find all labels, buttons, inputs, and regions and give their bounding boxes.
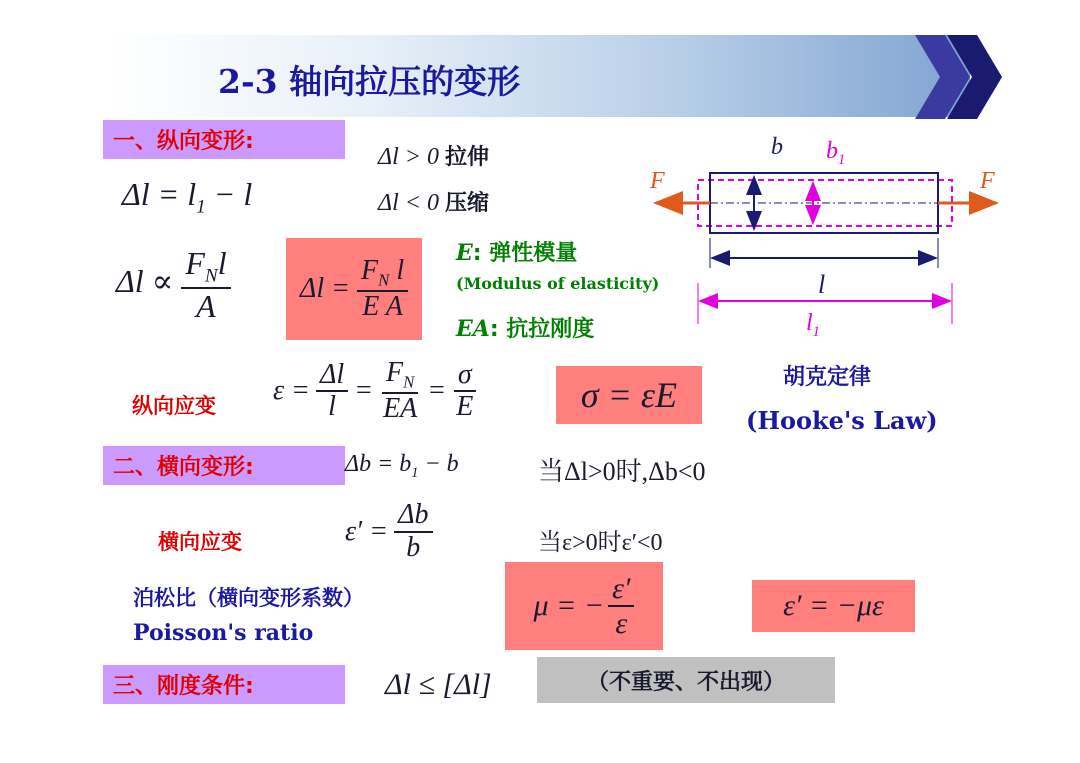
strain-frac-3 xyxy=(452,360,477,424)
box-num-sub: N xyxy=(378,270,390,290)
strain-frac-1 xyxy=(316,360,348,424)
mu-frac xyxy=(608,572,634,640)
box-num-tail: l xyxy=(389,254,405,286)
deformation-formula-box xyxy=(286,238,422,340)
f2-num: F xyxy=(386,357,404,388)
hooke-cn-label: 胡克定律 xyxy=(783,365,872,390)
section-1-label: 一、纵向变形: xyxy=(103,120,345,159)
box-num: F xyxy=(361,254,379,286)
lat-def-tail: − b xyxy=(418,451,459,477)
e-symbol: E xyxy=(456,240,473,266)
poisson-formula-box xyxy=(505,562,663,650)
ea-text: : 抗拉刚度 xyxy=(489,317,595,342)
lat-def-sub: 1 xyxy=(411,464,419,481)
lateral-strain-label: 横向应变 xyxy=(158,530,242,554)
diagram-l1-label xyxy=(806,310,820,341)
mu-den: ε xyxy=(615,607,628,640)
prop-num-tail: l xyxy=(217,245,227,281)
f2-den: EA xyxy=(383,393,418,425)
hooke-en-label: (Hooke's Law) xyxy=(746,406,938,435)
not-important-note: （不重要、不出现） xyxy=(537,657,835,703)
diagram-force-left: F xyxy=(650,168,665,194)
longitudinal-strain-label: 纵向应变 xyxy=(132,394,216,418)
section-2-label: 二、横向变形: xyxy=(103,446,345,485)
prop-lhs: Δl ∝ xyxy=(116,263,174,300)
chevron-decoration-icon xyxy=(915,35,1005,119)
def-rhs: − l xyxy=(205,176,253,212)
tension-condition xyxy=(378,140,489,171)
f1-num: Δl xyxy=(316,360,348,393)
prop-den: A xyxy=(196,287,216,324)
l1-sub: 1 xyxy=(812,323,820,340)
diagram-l-label: l xyxy=(818,270,826,299)
strain-eq2: = xyxy=(427,375,447,407)
f2-num-sub: N xyxy=(403,372,415,392)
diagram-b1-label xyxy=(826,138,845,169)
tension-text: 拉伸 xyxy=(444,145,489,170)
l1-main: l xyxy=(806,310,813,336)
tension-math: Δl > 0 xyxy=(378,144,439,170)
prop-fraction xyxy=(181,246,230,324)
compression-text: 压缩 xyxy=(444,191,489,216)
def-lhs: Δl = l xyxy=(122,176,197,212)
lat-def: Δb = b xyxy=(345,451,412,477)
lat-strain-num: Δb xyxy=(394,500,432,533)
eps-prime-box: ε′ = −με xyxy=(752,580,915,632)
poisson-cn-label: 泊松比（横向变形系数） xyxy=(133,586,364,610)
proportionality-formula xyxy=(116,246,231,324)
stiffness-condition: Δl ≤ [Δl] xyxy=(385,668,492,701)
prop-num: F xyxy=(185,245,205,281)
modulus-label xyxy=(456,236,577,267)
lateral-deformation-formula xyxy=(345,451,459,482)
mu-num: ε′ xyxy=(608,572,634,607)
f3-den: E xyxy=(456,391,474,423)
section-3-label: 三、刚度条件: xyxy=(103,665,345,704)
box-fraction xyxy=(357,256,408,323)
strain-formula xyxy=(273,358,477,425)
prop-num-sub: N xyxy=(204,265,218,287)
box-lhs: Δl = xyxy=(299,273,350,304)
bar-tension-diagram xyxy=(640,128,1010,358)
ea-symbol: EA xyxy=(456,316,490,342)
def-sub: 1 xyxy=(196,196,206,218)
longitudinal-deformation-formula xyxy=(122,176,252,218)
diagram-b-label: b xyxy=(771,134,783,160)
b1-sub: 1 xyxy=(838,151,846,168)
poisson-en-label: Poisson's ratio xyxy=(133,620,314,646)
f3-num: σ xyxy=(454,360,476,393)
strain-frac-2 xyxy=(379,358,421,425)
stiffness-label xyxy=(456,312,594,343)
lat-strain-den: b xyxy=(406,531,421,563)
e-text: : 弹性模量 xyxy=(472,241,578,266)
lat-strain-frac xyxy=(394,500,432,564)
hooke-formula-box: σ = εE xyxy=(556,366,702,424)
strain-eq1: = xyxy=(354,375,374,407)
box-den: E A xyxy=(362,290,403,322)
mu-lhs: μ = − xyxy=(533,589,605,622)
modulus-english: (Modulus of elasticity) xyxy=(456,274,660,293)
b1-main: b xyxy=(826,138,838,164)
diagram-force-right: F xyxy=(980,168,995,194)
compression-condition xyxy=(378,186,489,217)
lateral-condition: 当Δl>0时,Δb<0 xyxy=(538,457,706,486)
f1-den: l xyxy=(328,391,336,423)
lateral-strain-condition: 当ε>0时ε′<0 xyxy=(538,530,663,556)
compression-math: Δl < 0 xyxy=(378,190,439,216)
lateral-strain-formula xyxy=(345,500,433,564)
lat-strain-lhs: ε′ = xyxy=(345,515,389,547)
page-title: 2-3 轴向拉压的变形 xyxy=(218,62,521,101)
strain-eps: ε = xyxy=(273,375,310,407)
